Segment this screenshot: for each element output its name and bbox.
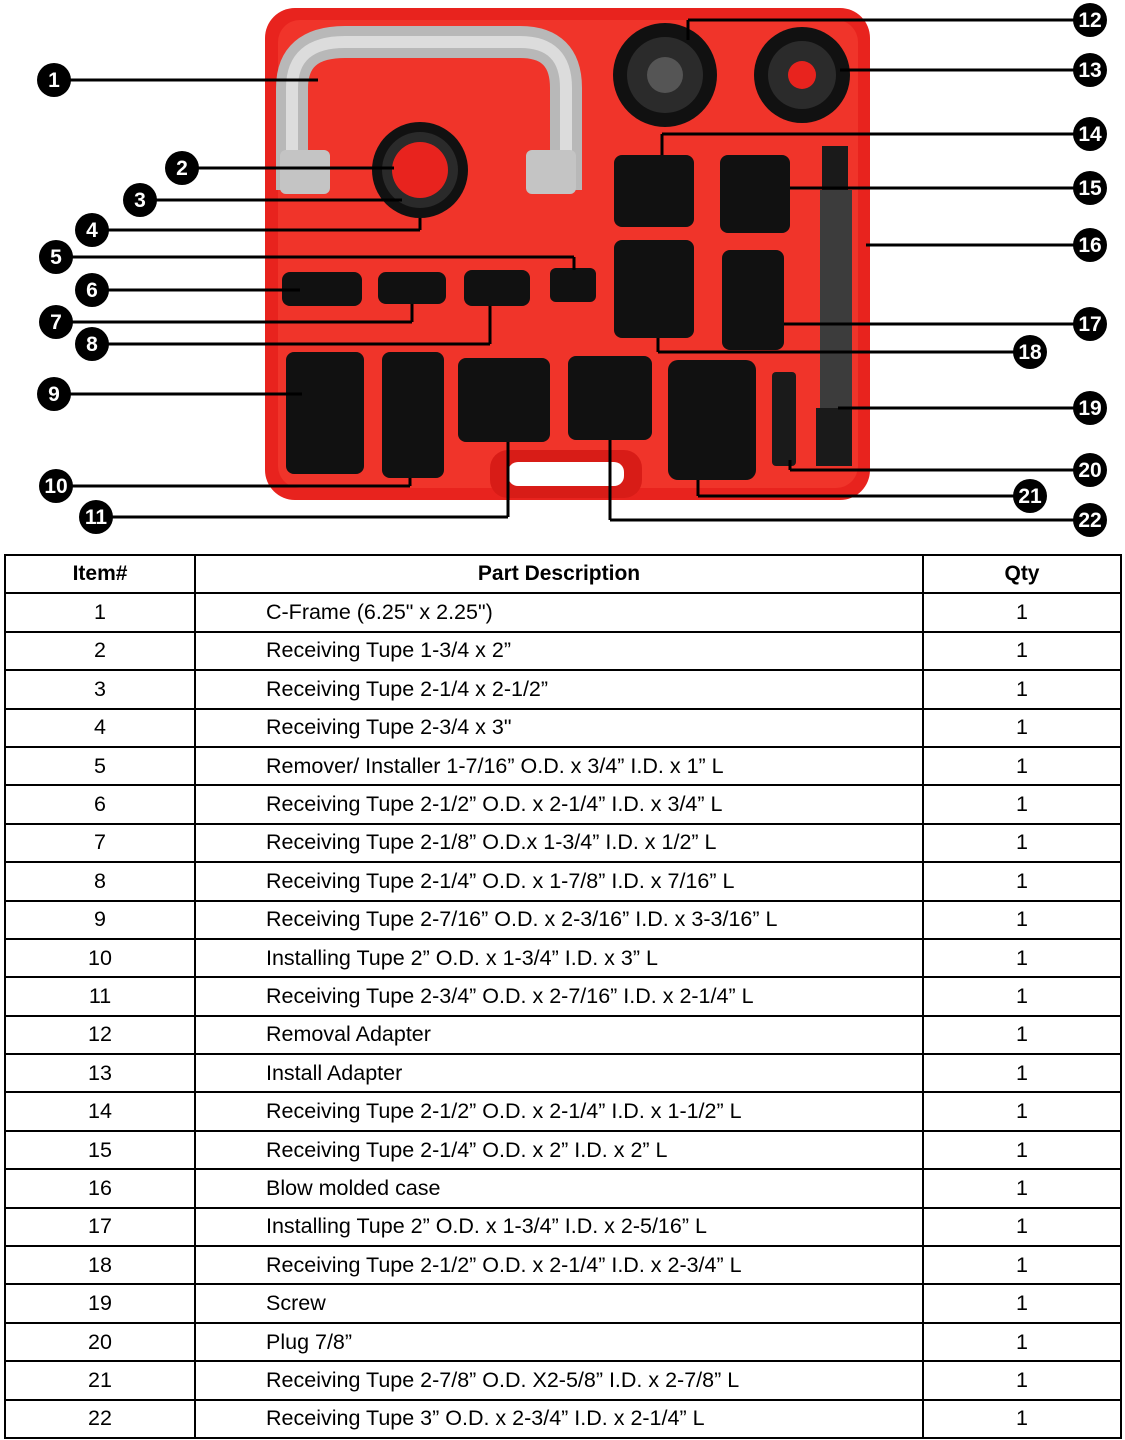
part-description-cell: Screw [195,1284,923,1322]
install-adapter [754,27,850,123]
part-description-cell: Removal Adapter [195,1016,923,1054]
table-row [5,1092,1121,1130]
header-description: Part Description [195,555,923,593]
callout-badge [1013,479,1047,513]
callout-badge [39,305,73,339]
table-row [5,670,1121,708]
item-number-cell: 22 [5,1400,195,1438]
part-description-cell: Receiving Tupe 2-1/4” O.D. x 1-7/8” I.D. x 7/16” L [195,862,923,900]
table-row [5,709,1121,747]
item-number-cell: 2 [5,632,195,670]
table-row [5,977,1121,1015]
item-number-cell: 18 [5,1246,195,1284]
table-row [5,632,1121,670]
table-row [5,747,1121,785]
item-number-cell: 16 [5,1169,195,1207]
part-description-cell: Receiving Tupe 1-3/4 x 2” [195,632,923,670]
quantity-cell: 1 [923,1246,1121,1284]
item-number-cell: 8 [5,862,195,900]
quantity-cell: 1 [923,977,1121,1015]
part-description-cell: Receiving Tupe 2-1/2” O.D. x 2-1/4” I.D. x 1-1/2” L [195,1092,923,1130]
part-description-cell: Remover/ Installer 1-7/16” O.D. x 3/4” I.D. x 1” L [195,747,923,785]
callout-number: 20 [1078,459,1102,482]
table-row [5,824,1121,862]
item-number-cell: 1 [5,593,195,631]
screw-tool [816,146,852,466]
part-description-cell: Receiving Tupe 2-1/8” O.D.x 1-3/4” I.D. x 1/2” L [195,824,923,862]
table-header-row [5,555,1121,593]
part-description-cell: Receiving Tupe 2-3/4 x 3" [195,709,923,747]
callout-badge [37,377,71,411]
item-number-cell: 20 [5,1323,195,1361]
quantity-cell: 1 [923,1361,1121,1399]
item-number-cell: 21 [5,1361,195,1399]
header-item: Item# [5,555,195,593]
callout-badge [1073,453,1107,487]
callout-number: 5 [50,246,62,269]
parts-table-body [5,593,1121,1438]
quantity-cell: 1 [923,1092,1121,1130]
item-number-cell: 11 [5,977,195,1015]
item-number-cell: 14 [5,1092,195,1130]
item-number-cell: 15 [5,1131,195,1169]
table-row [5,1400,1121,1438]
item-number-cell: 13 [5,1054,195,1092]
callout-number: 16 [1078,234,1102,257]
callout-number: 19 [1078,397,1102,420]
callout-badge [1073,307,1107,341]
part-description-cell: Install Adapter [195,1054,923,1092]
part-description-cell: Receiving Tupe 3” O.D. x 2-3/4” I.D. x 2-1/4” L [195,1400,923,1438]
item-number-cell: 17 [5,1208,195,1246]
callout-number: 14 [1078,123,1102,146]
item-number-cell: 9 [5,901,195,939]
quantity-cell: 1 [923,785,1121,823]
callout-number: 4 [86,219,98,242]
quantity-cell: 1 [923,939,1121,977]
callout-badge [1073,117,1107,151]
quantity-cell: 1 [923,1131,1121,1169]
quantity-cell: 1 [923,632,1121,670]
part-description-cell: Receiving Tupe 2-1/4 x 2-1/2” [195,670,923,708]
quantity-cell: 1 [923,1208,1121,1246]
callout-number: 22 [1078,509,1102,532]
part-description-cell: C-Frame (6.25" x 2.25") [195,593,923,631]
quantity-cell: 1 [923,1169,1121,1207]
item-number-cell: 19 [5,1284,195,1322]
table-row [5,1284,1121,1322]
callout-number: 3 [134,189,146,212]
quantity-cell: 1 [923,1054,1121,1092]
table-row [5,1361,1121,1399]
quantity-cell: 1 [923,670,1121,708]
quantity-cell: 1 [923,1016,1121,1054]
callout-number: 15 [1078,177,1102,200]
part-description-cell: Receiving Tupe 2-7/8” O.D. X2-5/8” I.D. x 2-7/8” L [195,1361,923,1399]
callout-number: 8 [86,333,98,356]
header-qty: Qty [923,555,1121,593]
table-row [5,939,1121,977]
tool-kit-diagram [0,0,1125,550]
item-number-cell: 7 [5,824,195,862]
item-number-cell: 10 [5,939,195,977]
callout-badge [75,273,109,307]
callout-number: 7 [50,311,62,334]
callout-badge [1073,53,1107,87]
callout-number: 13 [1078,59,1102,82]
table-row [5,1131,1121,1169]
part-description-cell: Receiving Tupe 2-1/2” O.D. x 2-1/4” I.D. x 3/4” L [195,785,923,823]
quantity-cell: 1 [923,862,1121,900]
part-description-cell: Installing Tupe 2” O.D. x 1-3/4” I.D. x 3” L [195,939,923,977]
callout-badge [75,327,109,361]
callout-number: 6 [86,279,98,302]
callout-badge [37,63,71,97]
table-row [5,901,1121,939]
callout-badge [1073,228,1107,262]
callout-badge [39,240,73,274]
callout-number: 2 [176,157,188,180]
quantity-cell: 1 [923,593,1121,631]
part-description-cell: Plug 7/8” [195,1323,923,1361]
callout-number: 18 [1018,341,1042,364]
callout-number: 1 [48,69,60,92]
callout-badge [39,469,73,503]
callout-badge [1013,335,1047,369]
quantity-cell: 1 [923,1284,1121,1322]
item-number-cell: 4 [5,709,195,747]
part-description-cell: Receiving Tupe 2-7/16” O.D. x 2-3/16” I.D. x 3-3/16” L [195,901,923,939]
callout-number: 10 [44,475,68,498]
table-row [5,1169,1121,1207]
table-row [5,862,1121,900]
quantity-cell: 1 [923,1400,1121,1438]
part-description-cell: Receiving Tupe 2-1/2” O.D. x 2-1/4” I.D. x 2-3/4” L [195,1246,923,1284]
quantity-cell: 1 [923,824,1121,862]
table-row [5,785,1121,823]
callout-badge [165,151,199,185]
table-row [5,1208,1121,1246]
callout-badge [75,213,109,247]
callout-badge [1073,391,1107,425]
item-number-cell: 6 [5,785,195,823]
removal-adapter [613,23,717,127]
callout-badge [123,183,157,217]
callout-number: 12 [1078,9,1102,32]
quantity-cell: 1 [923,747,1121,785]
table-row [5,593,1121,631]
callout-number: 9 [48,383,60,406]
table-row [5,1016,1121,1054]
callout-badge [1073,171,1107,205]
quantity-cell: 1 [923,709,1121,747]
callout-badge [79,500,113,534]
part-description-cell: Installing Tupe 2” O.D. x 1-3/4” I.D. x 2-5/16” L [195,1208,923,1246]
item-number-cell: 12 [5,1016,195,1054]
callout-badge [1073,3,1107,37]
table-row [5,1246,1121,1284]
part-description-cell: Blow molded case [195,1169,923,1207]
item-number-cell: 3 [5,670,195,708]
parts-table [4,554,1122,1439]
part-description-cell: Receiving Tupe 2-1/4” O.D. x 2” I.D. x 2” L [195,1131,923,1169]
table-row [5,1323,1121,1361]
receiving-rings [372,122,468,218]
table-row [5,1054,1121,1092]
callout-badge [1073,503,1107,537]
callout-number: 17 [1078,313,1102,336]
callout-number: 11 [84,506,108,529]
quantity-cell: 1 [923,1323,1121,1361]
item-number-cell: 5 [5,747,195,785]
quantity-cell: 1 [923,901,1121,939]
callout-number: 21 [1018,485,1042,508]
part-description-cell: Receiving Tupe 2-3/4” O.D. x 2-7/16” I.D. x 2-1/4” L [195,977,923,1015]
